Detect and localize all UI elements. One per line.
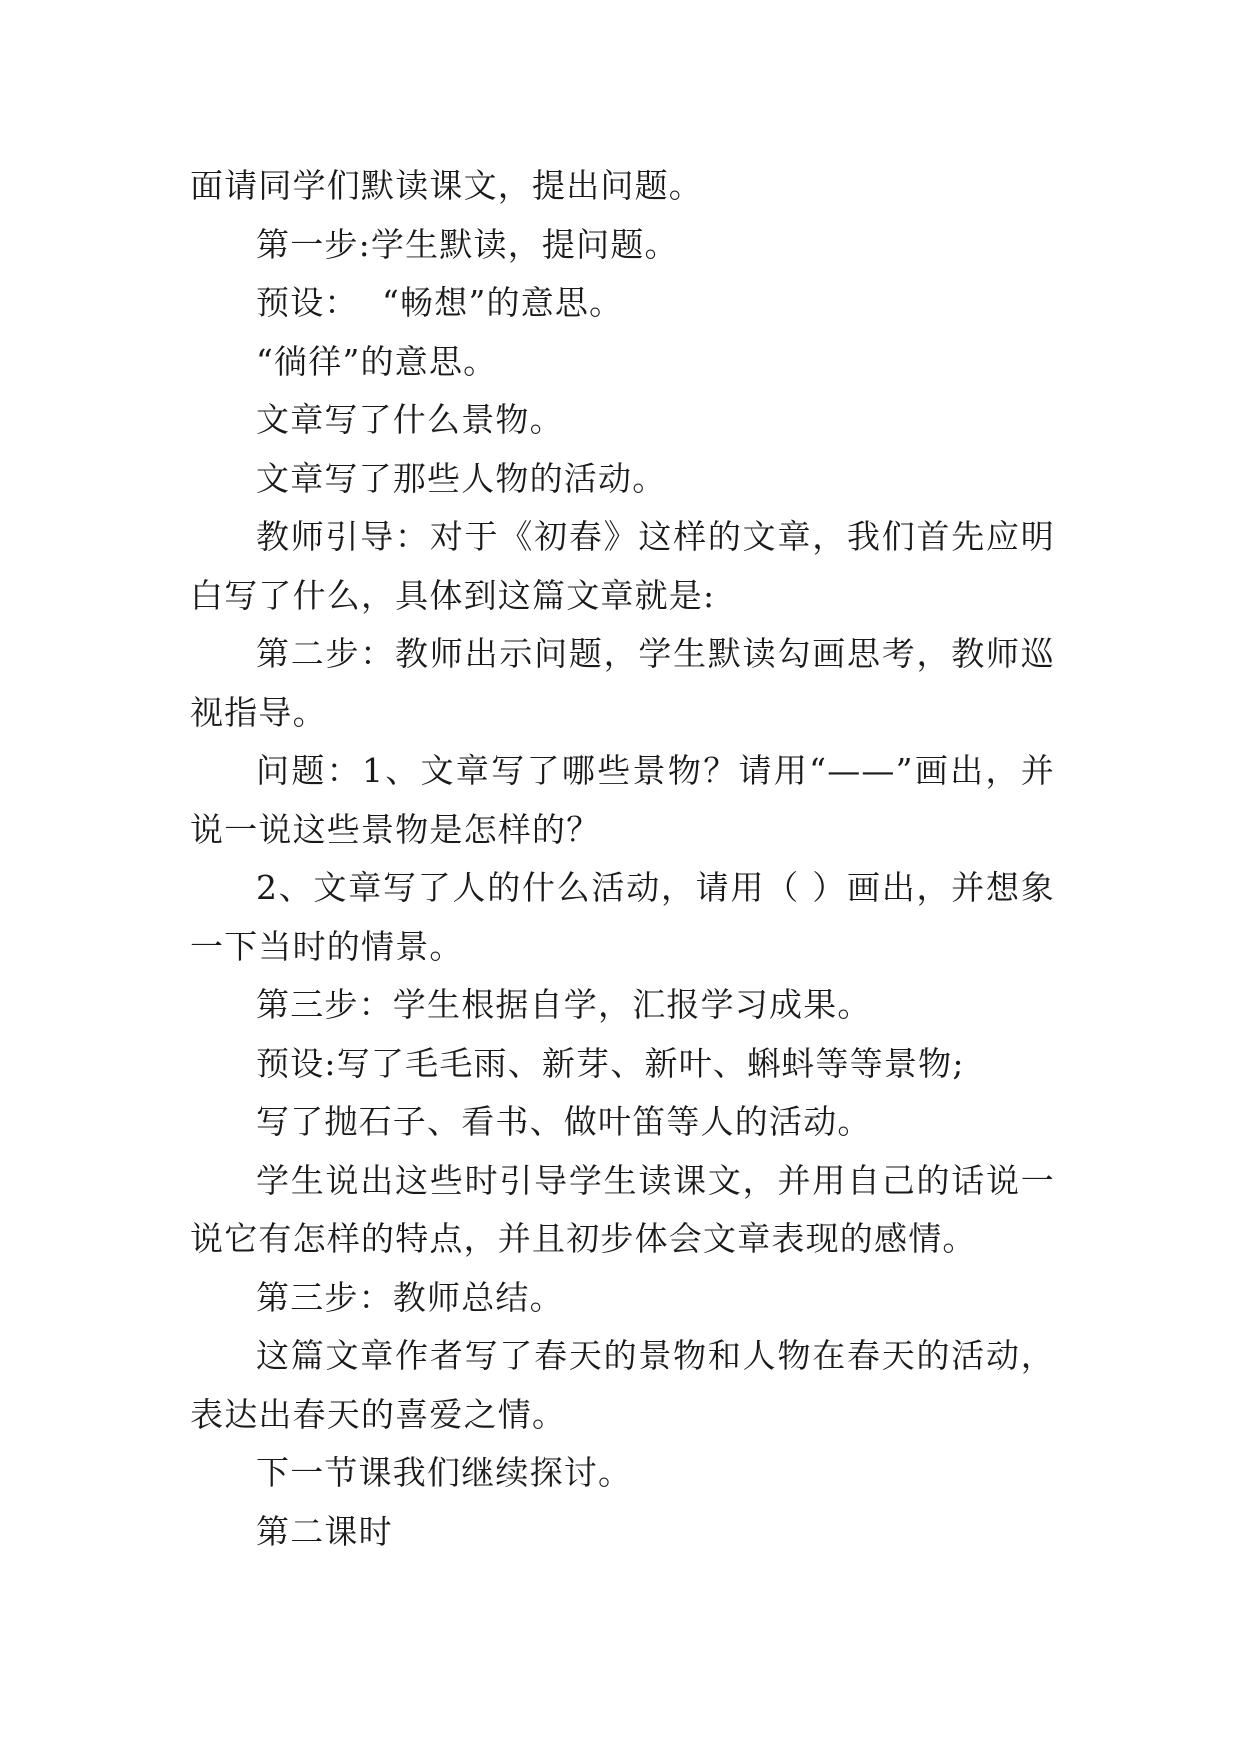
paragraph-16: 这篇文章作者写了春天的景物和人物在春天的活动，表达出春天的喜爱之情。 xyxy=(190,1336,1055,1434)
paragraph-6: 文章写了那些人物的活动。 xyxy=(256,458,667,498)
paragraph-1: 面请同学们默读课文，提出问题。 xyxy=(190,166,703,205)
paragraph-18: 第二课时 xyxy=(256,1511,393,1551)
paragraph-9: 问题：1、文章写了哪些景物？请用“——”画出，并说一说这些景物是怎样的？ xyxy=(190,751,1055,849)
paragraph-11: 第三步：学生根据自学，汇报学习成果。 xyxy=(256,985,872,1024)
paragraph-4: “徜徉”的意思。 xyxy=(256,341,498,381)
paragraph-17: 下一节课我们继续探讨。 xyxy=(256,1453,633,1492)
paragraph-5: 文章写了什么景物。 xyxy=(256,400,564,439)
paragraph-14: 学生说出这些时引导学生读课文，并用自己的话说一说它有怎样的特点，并且初步体会文章表现的感情。 xyxy=(190,1160,1055,1258)
paragraph-12: 预设:写了毛毛雨、新芽、新叶、蝌蚪等等景物; xyxy=(256,1043,965,1083)
paragraph-3: 预设： “畅想”的意思。 xyxy=(256,283,624,322)
paragraph-8: 第二步：教师出示问题，学生默读勾画思考，教师巡视指导。 xyxy=(190,634,1055,732)
paragraph-2: 第一步:学生默读，提问题。 xyxy=(256,224,679,264)
paragraph-13: 写了抛石子、看书、做叶笛等人的活动。 xyxy=(256,1102,872,1141)
paragraph-7: 教师引导：对于《初春》这样的文章，我们首先应明白写了什么，具体到这篇文章就是: xyxy=(190,517,1055,615)
paragraph-10: 2、文章写了人的什么活动，请用（ ）画出，并想象一下当时的情景。 xyxy=(190,868,1055,966)
document-body xyxy=(190,157,1055,1561)
paragraph-15: 第三步：教师总结。 xyxy=(256,1277,564,1317)
